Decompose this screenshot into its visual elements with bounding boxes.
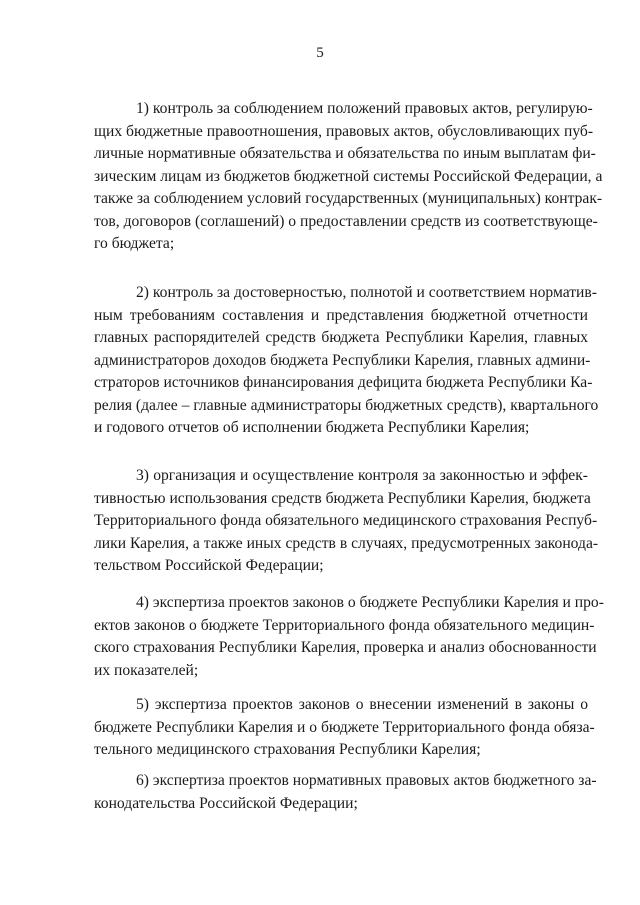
paragraph-1: [94, 98, 603, 256]
paragraph-line: тивностью использования средств бюджета Республики Карелия, бюджета: [94, 489, 591, 507]
paragraph-3: [94, 465, 599, 578]
paragraph-line: 1) контроль за соблюдением положений правовых актов, регулирую-: [136, 100, 593, 117]
paragraph-4: [94, 592, 604, 682]
paragraph-line: щих бюджетные правоотношения, правовых актов, обусловливающих пуб-: [94, 122, 594, 140]
paragraph-2: [94, 282, 599, 440]
paragraph-line: 4) экспертиза проектов законов о бюджете Республики Карелия и про-: [136, 594, 604, 611]
paragraph-line: 5) экспертиза проектов законов о внесении изменений в законы о: [136, 696, 588, 713]
paragraph-5: [94, 694, 595, 762]
paragraph-line: 2) контроль за достоверностью, полнотой и соответствием норматив-: [136, 284, 597, 301]
paragraph-line: тов, договоров (соглашений) о предоставлении средств из соответствующе-: [94, 212, 598, 230]
paragraph-line: конодательства Российской Федерации;: [94, 794, 358, 812]
paragraph-line: бюджете Республики Карелия и о бюджете Территориального фонда обяза-: [94, 718, 595, 736]
paragraph-line: их показателей;: [94, 661, 199, 679]
paragraph-line: Территориального фонда обязательного медицинского страхования Респуб-: [94, 512, 598, 529]
paragraph-line: также за соблюдением условий государственных (муниципальных) контрак-: [94, 190, 603, 207]
paragraph-line: личные нормативные обязательства и обязательства по иным выплатам фи-: [94, 145, 596, 162]
paragraph-line: релия (далее – главные администраторы бюджетных средств), квартального: [94, 396, 599, 414]
paragraph-line: лики Карелия, а также иных средств в случаях, предусмотренных законода-: [94, 534, 599, 552]
paragraph-line: и годового отчетов об исполнении бюджета Республики Карелия;: [94, 419, 530, 436]
page-number: 5: [316, 45, 324, 61]
paragraph-line: тельного медицинского страхования Республики Карелия;: [94, 741, 481, 758]
paragraph-line: ным требованиям составления и представления бюджетной отчетности: [94, 306, 588, 324]
paragraph-line: 3) организация и осуществление контроля за законностью и эффек-: [136, 467, 588, 484]
paragraph-line: страторов источников финансирования дефицита бюджета Республики Ка-: [94, 374, 593, 391]
paragraph-line: 6) экспертиза проектов нормативных правовых актов бюджетного за-: [136, 772, 597, 789]
paragraph-6: [94, 770, 597, 815]
paragraph-line: го бюджета;: [94, 235, 175, 252]
paragraph-line: главных распорядителей средств бюджета Республики Карелия, главных: [94, 329, 588, 346]
paragraph-line: ектов законов о бюджете Территориального фонда обязательного медицин-: [94, 616, 595, 634]
paragraph-line: ского страхования Республики Карелия, проверка и анализ обоснованности: [94, 639, 597, 656]
paragraph-line: администраторов доходов бюджета Республики Карелия, главных админи-: [94, 351, 591, 369]
paragraph-line: тельством Российской Федерации;: [94, 557, 324, 574]
paragraph-line: зическим лицам из бюджетов бюджетной системы Российской Федерации, а: [94, 167, 603, 185]
